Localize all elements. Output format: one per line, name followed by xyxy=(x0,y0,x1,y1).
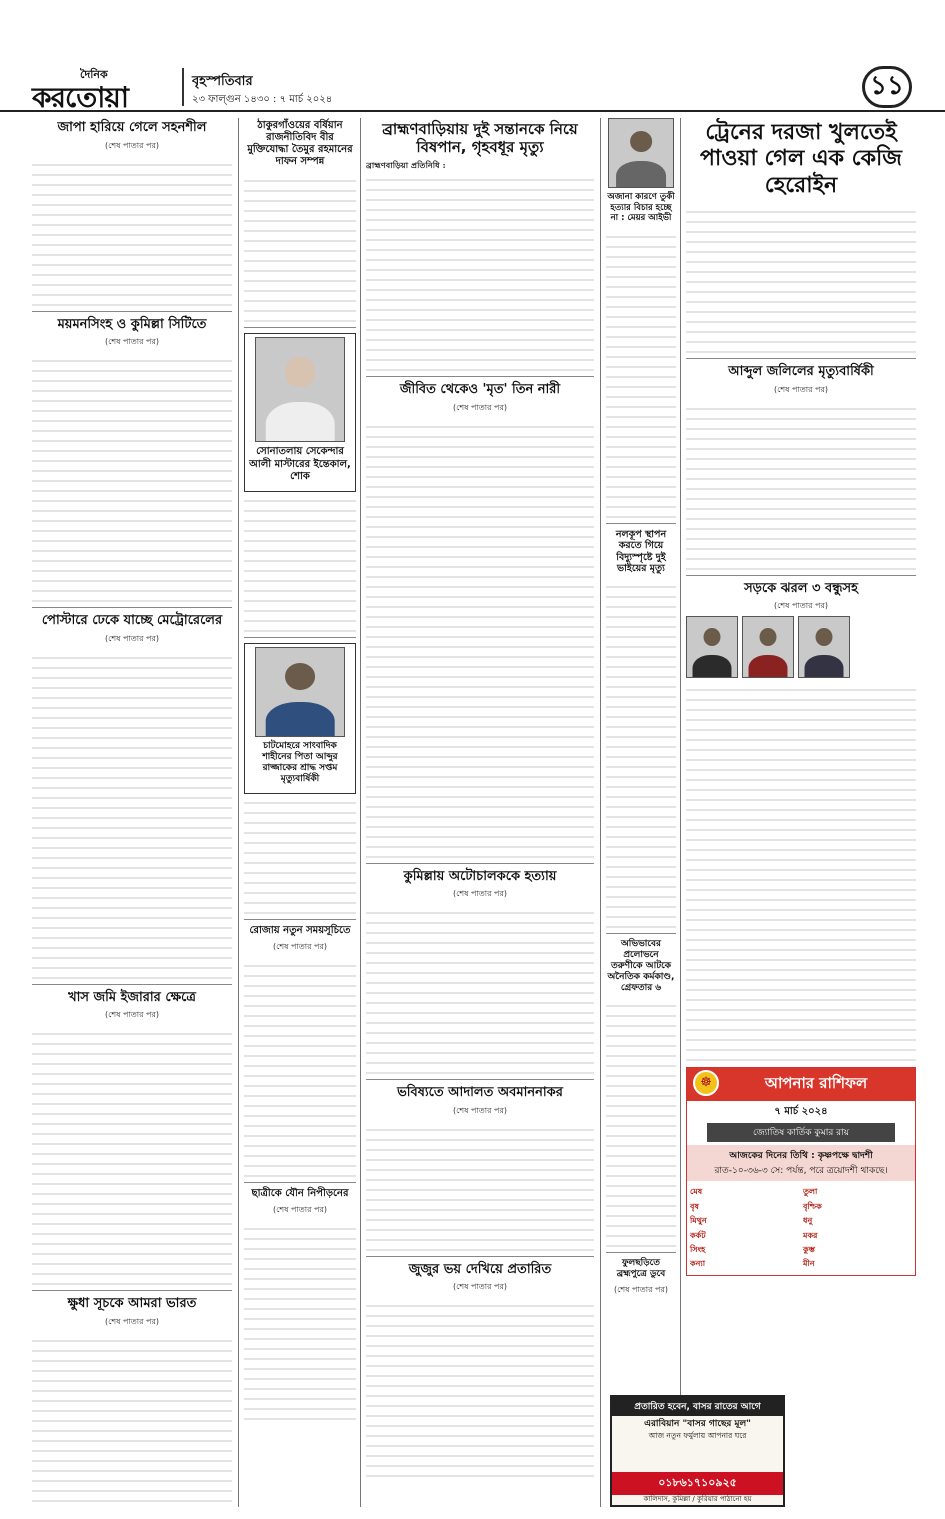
zodiac-entry: মেষ xyxy=(690,1186,703,1197)
article-body xyxy=(366,904,594,1074)
separator xyxy=(366,1256,594,1257)
masthead xyxy=(0,0,945,112)
column-divider xyxy=(360,118,361,1507)
memorial-box xyxy=(244,643,356,794)
zodiac-left xyxy=(690,1186,799,1272)
newspaper-logo: করতোয়া xyxy=(32,81,128,114)
continuation-note: (শেষ পাতার পর) xyxy=(104,1316,160,1326)
headline: খাস জমি ইজারার ক্ষেত্রে xyxy=(68,989,196,1005)
zodiac-entry: কন্যা xyxy=(690,1258,706,1269)
headline: জীবিত থেকেও 'মৃত' তিন নারী xyxy=(399,382,561,398)
ad-body: এরাবিয়ান "বাসর গাছের মূল" আজ নতুন ফর্মুলায় আপনার ঘরে xyxy=(644,1419,751,1440)
continuation-note: (শেষ পাতার পর) xyxy=(773,384,829,394)
victim-photo xyxy=(686,616,738,678)
article-body xyxy=(366,171,594,371)
separator xyxy=(606,1252,676,1253)
headline: ক্ষুধা সূচকে আমরা ভারত xyxy=(67,1296,197,1312)
article-body xyxy=(606,228,676,518)
photo-caption: অজানা কারণে তুকী হত্যার বিচার হচ্ছে না : মেয়র আইভী xyxy=(607,192,675,224)
lead-headline: ব্রাহ্মণবাড়িয়ায় দুই সন্তানকে নিয়ে বিষপান, গৃহবধূর মৃত্যু xyxy=(382,120,578,156)
separator xyxy=(606,933,676,934)
continuation-note: (শেষ পাতার পর) xyxy=(613,1285,669,1295)
continuation-note: (শেষ পাতার পর) xyxy=(452,1105,508,1115)
victim-photo xyxy=(798,616,850,678)
headline: আব্দুল জলিলের মৃত্যুবার্ষিকী xyxy=(728,364,874,380)
memorial-caption: চাটমোহরে সাংবাদিক শাহীনের পিতা আব্দুর রাজ্জাকের শ্রাদ্ধ সপ্তম মৃত্যুবার্ষিকী xyxy=(262,740,338,785)
zodiac-entry: সিংহ xyxy=(690,1243,706,1254)
horoscope-box xyxy=(686,1067,916,1275)
headline: রোজায় নতুন সময়সূচিতে xyxy=(249,924,351,936)
separator xyxy=(32,1290,232,1291)
lead-headline: ট্রেনের দরজা খুলতেই পাওয়া গেল এক কেজি হেরোইন xyxy=(700,120,902,198)
continuation-note: (শেষ পাতার পর) xyxy=(452,402,508,412)
headline: ছাত্রীকে যৌন নিপীড়নের xyxy=(251,1187,349,1199)
zodiac-right xyxy=(803,1186,912,1272)
zodiac-entry: কুম্ভ xyxy=(803,1243,815,1254)
headline: ভবিষ্যতে আদালত অবমাননাকর xyxy=(397,1085,563,1101)
article-body xyxy=(244,957,356,1177)
article-body xyxy=(366,1121,594,1251)
article-body xyxy=(606,997,676,1247)
ad-phone: ০১৮৬১৭১০৯২৫ xyxy=(612,1472,783,1495)
zodiac-entry: তুলা xyxy=(803,1186,818,1197)
article-body xyxy=(366,418,594,858)
continuation-note: (শেষ পাতার পর) xyxy=(272,941,328,951)
separator xyxy=(686,358,916,359)
continuation-note: (শেষ পাতার পর) xyxy=(104,140,160,150)
continuation-note: (শেষ পাতার পর) xyxy=(452,889,508,899)
zodiac-entry: বৃশ্চিক xyxy=(803,1200,822,1211)
portrait-photo xyxy=(255,647,345,737)
article-body xyxy=(32,156,232,306)
column-divider xyxy=(238,118,239,1507)
article-byline: ব্রাহ্মণবাড়িয়া প্রতিনিধি : xyxy=(366,160,446,170)
memorial-caption: সোনাতলায় সেকেন্দার আলী মাস্টারের ইন্তেকাল, শোক xyxy=(249,446,351,482)
zodiac-entry: মকর xyxy=(803,1229,818,1240)
issue-date: ২৩ ফাল্গুন ১৪৩০ : ৭ মার্চ ২০২৪ xyxy=(192,94,333,105)
classified-ad xyxy=(610,1395,785,1507)
column-3 xyxy=(366,118,594,1507)
ad-address: কালিদাস, কুমিল্লা / কুরিয়ার পাঠানো হয় xyxy=(643,1495,752,1503)
article-body xyxy=(32,1332,232,1507)
column-divider xyxy=(600,118,601,1507)
separator xyxy=(32,984,232,985)
headline: ময়মনসিংহ ও কুমিল্লা সিটিতে xyxy=(57,316,207,332)
headline: জাপা হারিয়ে গেলে সহনশীল xyxy=(57,120,207,135)
horoscope-date: ৭ মার্চ ২০২৪ xyxy=(774,1106,828,1118)
column-1 xyxy=(32,118,232,1507)
continuation-note: (শেষ পাতার পর) xyxy=(272,1204,328,1214)
headline: ফুলছড়িতে ব্রহ্মপুত্রে ডুবে xyxy=(616,1258,666,1280)
news-photo xyxy=(608,118,674,188)
headline: জুজুর ভয় দেখিয়ে প্রতারিত xyxy=(408,1261,552,1277)
column-2 xyxy=(244,118,356,1507)
article-body xyxy=(606,578,676,928)
horoscope-author: জ্যোতিষ কার্তিক কুমার রায় xyxy=(707,1123,895,1142)
horoscope-title: ☸ আপনার রাশিফল xyxy=(687,1068,915,1101)
zodiac-columns xyxy=(687,1184,915,1274)
separator xyxy=(366,863,594,864)
ad-headline: প্রতারিত হবেন, বাসর রাতের আগে xyxy=(612,1397,783,1416)
headline: পোস্টারে ঢেকে যাচ্ছে মেট্রোরেলের xyxy=(41,613,223,629)
memorial-box xyxy=(244,333,356,492)
horoscope-tithi: আজকের দিনের তিথি : কৃষ্ণপক্ষে দ্বাদশী রাত-১০-৩৬-৩ সে: পর্যন্ত, পরে ত্রয়োদশী থাকছে। xyxy=(687,1145,915,1181)
logo-tagline: দৈনিক xyxy=(80,68,108,81)
headline: কুমিল্লায় অটোচালককে হত্যায় xyxy=(403,868,557,884)
article-body xyxy=(32,1025,232,1285)
zodiac-entry: মীন xyxy=(803,1258,815,1269)
headline: নলকূপ স্থাপন করতে গিয়ে বিদ্যুস্পৃষ্টে দুই ভাইয়ের মৃত্যু xyxy=(615,528,667,575)
separator xyxy=(366,376,594,377)
article-body xyxy=(366,1297,594,1477)
masthead-divider xyxy=(182,68,184,106)
headline: ঠাকুরগাঁওয়ের বর্ষিয়ান রাজনীতিবিদ বীর মুক্তিযোদ্ধা তৈমুর রহমানের দাফন সম্পন্ন xyxy=(247,120,353,167)
article-body xyxy=(244,492,356,632)
article-body xyxy=(244,172,356,322)
article-body xyxy=(32,352,232,602)
separator xyxy=(244,327,356,328)
continuation-note: (শেষ পাতার পর) xyxy=(452,1282,508,1292)
continuation-note: (শেষ পাতার পর) xyxy=(104,1010,160,1020)
zodiac-entry: বৃষ xyxy=(690,1200,699,1211)
headline: সড়কে ঝরল ৩ বন্ধুসহ xyxy=(744,580,858,596)
article-body xyxy=(244,794,356,914)
column-divider xyxy=(680,118,681,1507)
portrait-photo xyxy=(255,337,345,442)
victim-photos xyxy=(686,616,916,678)
victim-photo xyxy=(742,616,794,678)
page-number: ১১ xyxy=(862,66,912,108)
article-body xyxy=(686,400,916,570)
article-body xyxy=(686,203,916,353)
zodiac-entry: ধনু xyxy=(803,1215,813,1226)
issue-day: বৃহস্পতিবার xyxy=(192,74,253,89)
separator xyxy=(606,523,676,524)
zodiac-wheel-icon: ☸ xyxy=(693,1070,719,1096)
separator xyxy=(32,311,232,312)
separator xyxy=(686,575,916,576)
separator xyxy=(244,637,356,638)
zodiac-entry: কর্কট xyxy=(690,1229,706,1240)
column-5 xyxy=(686,118,916,1507)
continuation-note: (শেষ পাতার পর) xyxy=(104,337,160,347)
headline: অভিভাবের প্রলোভনে তরুণীকে আটকে অনৈতিক কর্মকাণ্ড, গ্রেফতার ৬ xyxy=(607,939,675,993)
continuation-note: (শেষ পাতার পর) xyxy=(773,601,829,611)
separator xyxy=(32,607,232,608)
separator xyxy=(244,1182,356,1183)
article-body xyxy=(686,681,916,1061)
zodiac-entry: মিথুন xyxy=(690,1215,707,1226)
continuation-note: (শেষ পাতার পর) xyxy=(104,633,160,643)
separator xyxy=(366,1079,594,1080)
separator xyxy=(244,919,356,920)
article-body xyxy=(244,1220,356,1420)
column-4 xyxy=(606,118,676,1507)
article-body xyxy=(32,649,232,979)
